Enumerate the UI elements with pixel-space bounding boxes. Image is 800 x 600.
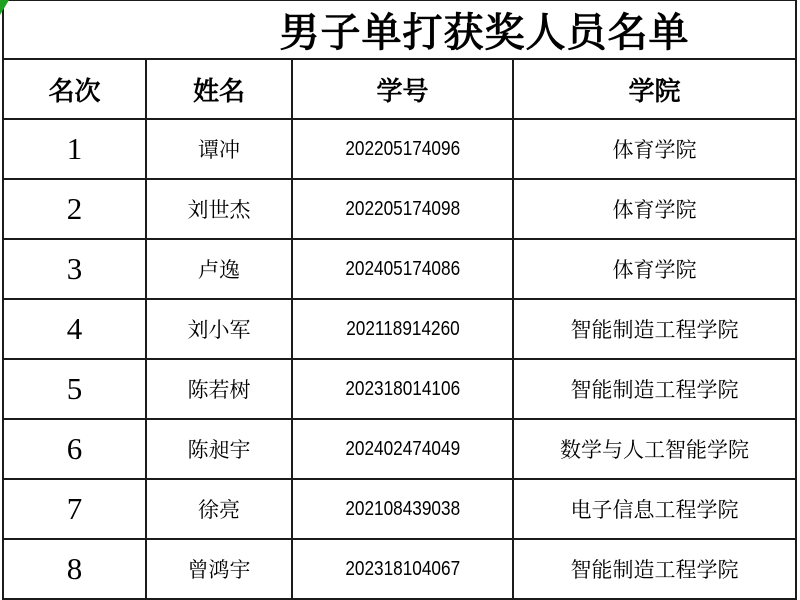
student-id-text: 202118914260 (345, 317, 460, 340)
student-id-text: 202205174096 (345, 137, 460, 160)
name-cell: 谭冲 (146, 119, 292, 179)
rank-cell: 6 (3, 419, 146, 479)
name-cell: 陈若树 (146, 359, 292, 419)
award-winners-table (2, 0, 797, 600)
rank-cell: 5 (3, 359, 146, 419)
table-row (3, 299, 796, 359)
name-cell: 徐亮 (146, 479, 292, 539)
table-row (3, 179, 796, 239)
name-cell: 陈昶宇 (146, 419, 292, 479)
student-id-cell (292, 359, 513, 419)
student-id-cell (292, 419, 513, 479)
student-id-cell (292, 479, 513, 539)
name-cell: 刘世杰 (146, 179, 292, 239)
rank-cell: 1 (3, 119, 146, 179)
student-id-text: 202205174098 (345, 197, 460, 220)
student-id-text: 202108439038 (345, 497, 460, 520)
name-cell: 曾鸿宇 (146, 539, 292, 599)
rank-cell: 8 (3, 539, 146, 599)
header-college: 学院 (513, 59, 796, 119)
college-cell: 智能制造工程学院 (513, 359, 796, 419)
student-id-text: 202318014106 (345, 377, 460, 400)
rank-cell: 3 (3, 239, 146, 299)
student-id-text: 202318104067 (345, 557, 460, 580)
table-row (3, 539, 796, 599)
student-id-text: 202405174086 (345, 257, 460, 280)
table-row (3, 119, 796, 179)
college-cell: 智能制造工程学院 (513, 539, 796, 599)
college-cell: 体育学院 (513, 179, 796, 239)
college-cell: 体育学院 (513, 119, 796, 179)
table-title: 男子单打获奖人员名单 (3, 1, 796, 60)
college-cell: 电子信息工程学院 (513, 479, 796, 539)
header-student-id: 学号 (292, 59, 513, 119)
table-row (3, 359, 796, 419)
header-name: 姓名 (146, 59, 292, 119)
student-id-cell (292, 299, 513, 359)
student-id-cell (292, 119, 513, 179)
rank-cell: 2 (3, 179, 146, 239)
student-id-cell (292, 239, 513, 299)
table-row (3, 419, 796, 479)
name-cell: 刘小军 (146, 299, 292, 359)
student-id-cell (292, 539, 513, 599)
college-cell: 数学与人工智能学院 (513, 419, 796, 479)
college-cell: 体育学院 (513, 239, 796, 299)
table-row (3, 239, 796, 299)
table-row (3, 479, 796, 539)
student-id-text: 202402474049 (345, 437, 460, 460)
rank-cell: 4 (3, 299, 146, 359)
college-cell: 智能制造工程学院 (513, 299, 796, 359)
header-rank: 名次 (3, 59, 146, 119)
name-cell: 卢逸 (146, 239, 292, 299)
title-row (3, 1, 796, 60)
header-row (3, 59, 796, 119)
rank-cell: 7 (3, 479, 146, 539)
student-id-cell (292, 179, 513, 239)
